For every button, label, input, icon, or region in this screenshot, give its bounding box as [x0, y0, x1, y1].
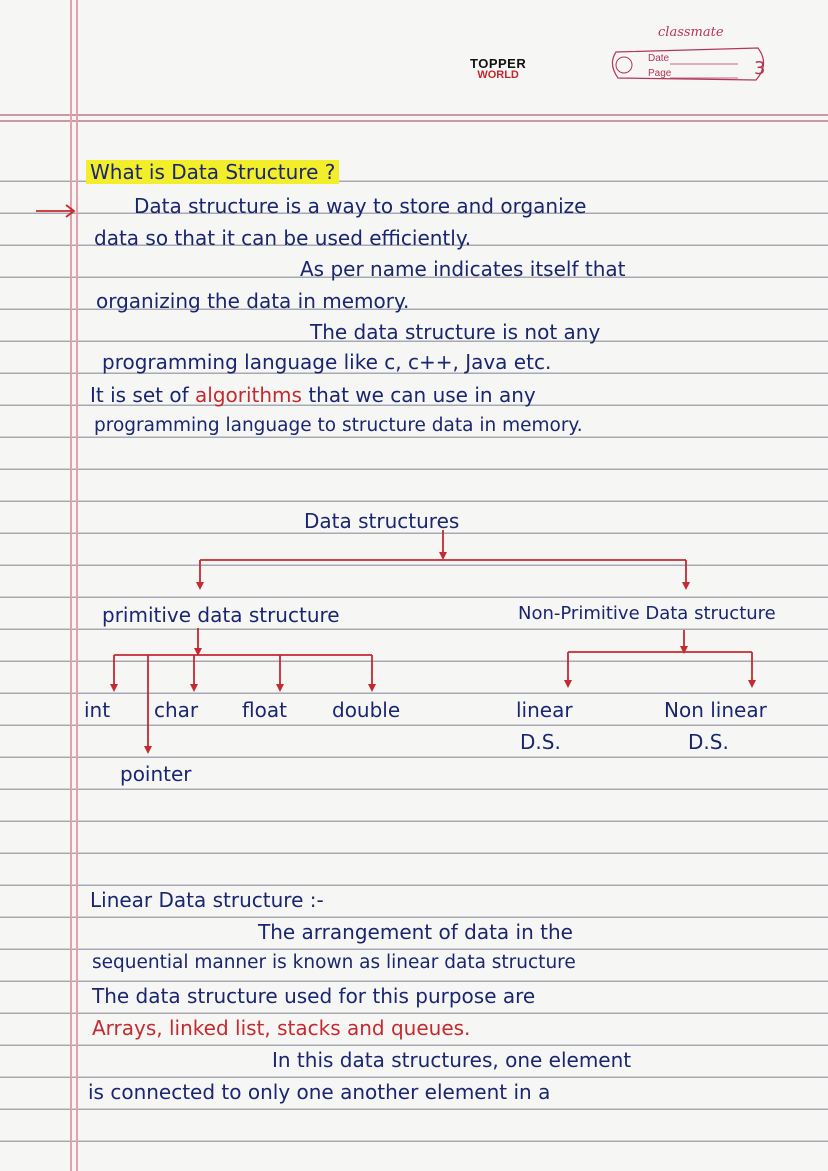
section2-line-3: The data structure used for this purpose are [92, 984, 536, 1008]
notebook-brand: classmate [658, 25, 724, 40]
leaf-int: int [84, 698, 111, 722]
date-label: Date [648, 53, 670, 64]
brand-line-2: WORLD [477, 69, 519, 81]
leaf-non-linear-ds: D.S. [688, 730, 729, 754]
paragraph-line-3: As per name indicates itself that [300, 257, 626, 281]
section2-line-1: The arrangement of data in the [258, 920, 573, 944]
algorithms-word: algorithms [195, 383, 302, 407]
tree-non-primitive: Non-Primitive Data structure [518, 603, 776, 624]
leaf-float: float [242, 698, 287, 722]
paragraph-line-4: organizing the data in memory. [96, 289, 410, 313]
paragraph-line-7 [90, 385, 536, 405]
paragraph-line-1: Data structure is a way to store and organize [134, 194, 587, 218]
page-number: 3 [754, 58, 766, 79]
paragraph-line-8: programming language to structure data in memory. [94, 415, 583, 436]
paragraph-line-6: programming language like c, c++, Java etc. [102, 350, 552, 374]
section2-line-6: is connected to only one another element in a [88, 1080, 551, 1104]
tree-root: Data structures [304, 509, 460, 533]
line7-end: that we can use in any [308, 383, 536, 407]
tree-primitive: primitive data structure [102, 603, 340, 627]
leaf-char: char [154, 698, 199, 722]
leaf-double: double [332, 698, 401, 722]
heading-highlight [86, 160, 339, 184]
leaf-non-linear: Non linear [664, 698, 767, 722]
section2-line-5: In this data structures, one element [272, 1048, 632, 1072]
paragraph-line-5: The data structure is not any [310, 320, 601, 344]
leaf-pointer: pointer [120, 762, 192, 786]
page-label: Page [648, 68, 672, 79]
section-heading: What is Data Structure ? [90, 160, 336, 184]
section2-line-4: Arrays, linked list, stacks and queues. [92, 1016, 471, 1040]
leaf-linear: linear [516, 698, 573, 722]
leaf-linear-ds: D.S. [520, 730, 561, 754]
section2-line-2: sequential manner is known as linear data structure [92, 952, 576, 973]
paragraph-line-2: data so that it can be used efficiently. [94, 226, 472, 250]
line7-start: It is set of [90, 383, 189, 407]
section2-title: Linear Data structure :- [90, 888, 324, 912]
brand-line-1: TOPPER [470, 56, 527, 71]
